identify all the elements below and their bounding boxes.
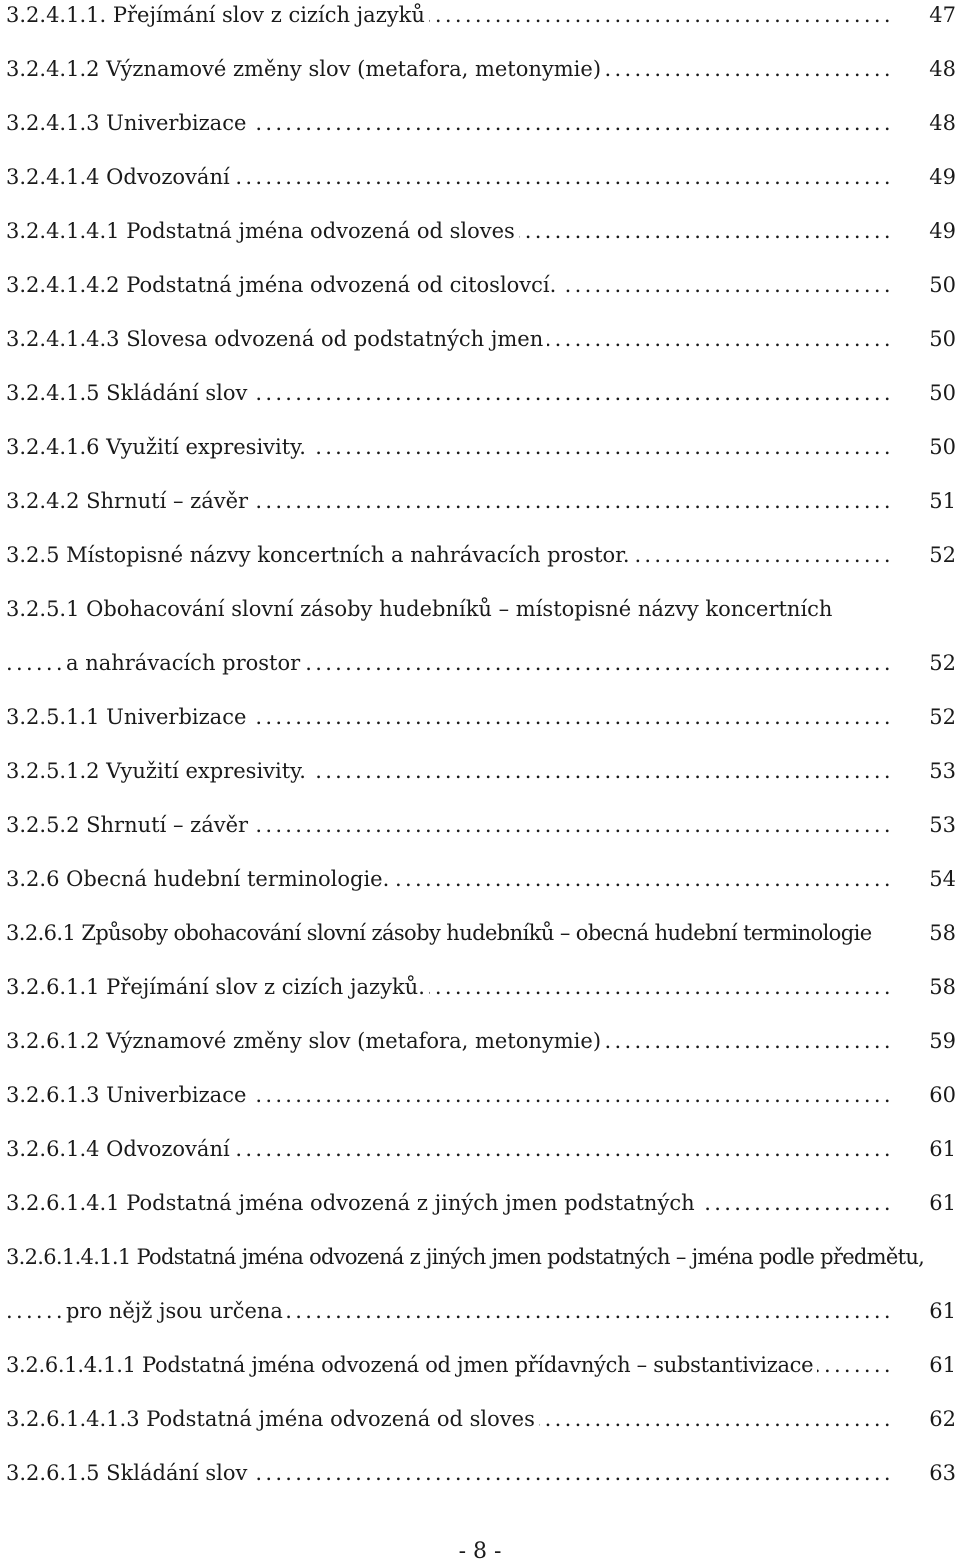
toc-entry <box>6 486 956 516</box>
toc-entry-page: 61 <box>929 1137 956 1161</box>
toc-entry-title: 3.2.4.1.4.2 Podstatná jména odvozená od citoslovcí. <box>6 270 560 300</box>
toc-entry-page: 48 <box>929 111 956 135</box>
toc-entry <box>6 1458 956 1488</box>
toc-entry-page: 50 <box>929 327 956 351</box>
toc-entry-page: 60 <box>929 1083 956 1107</box>
toc-entry-page: 61 <box>929 1299 956 1323</box>
toc-entry-title: 3.2.4.1.4 Odvozování <box>6 162 234 192</box>
toc-entry-title: 3.2.4.1.6 Využití expresivity. <box>6 432 310 462</box>
toc-entry-title: 3.2.5.2 Shrnutí – závěr <box>6 810 252 840</box>
toc-entry-title: 3.2.4.1.4.3 Slovesa odvozená od podstatných jmen <box>6 324 547 354</box>
toc-entry-title: 3.2.4.1.4.1 Podstatná jména odvozená od sloves <box>6 216 519 246</box>
toc-entry-page: 52 <box>929 705 956 729</box>
toc-entry-title: 3.2.6.1.2 Významové změny slov (metafora, metonymie) <box>6 1026 605 1056</box>
toc-entry-page: 49 <box>929 165 956 189</box>
toc-entry <box>6 270 956 300</box>
toc-entry-title: 3.2.6.1.4.1.1 Podstatná jména odvozená z jiných jmen podstatných – jména podle předmětu, <box>6 1242 928 1272</box>
toc-entry <box>6 324 956 354</box>
toc-entry-title: 3.2.4.1.5 Skládání slov <box>6 378 251 408</box>
page-number: - 8 - <box>458 1539 502 1564</box>
toc-entry-title: a nahrávacích prostor <box>66 648 304 678</box>
toc-entry-page: 48 <box>929 57 956 81</box>
toc-entry <box>6 918 956 948</box>
toc-entry-page: 58 <box>929 921 956 945</box>
toc-entry <box>6 162 956 192</box>
toc-entry-title: 3.2.5.1.1 Univerbizace <box>6 702 250 732</box>
toc-entry <box>6 54 956 84</box>
toc-entry <box>6 702 956 732</box>
toc-entry <box>6 432 956 462</box>
toc-entry <box>6 1242 956 1272</box>
toc-entry <box>6 1188 956 1218</box>
toc-entry-page: 49 <box>929 219 956 243</box>
toc-entry-title: 3.2.5 Místopisné názvy koncertních a nahrávacích prostor. <box>6 540 634 570</box>
toc-entry <box>6 1026 956 1056</box>
toc-entry-title: pro nějž jsou určena <box>66 1296 287 1326</box>
toc-entry <box>6 108 956 138</box>
toc-entry-page: 50 <box>929 273 956 297</box>
toc-entry <box>6 1296 956 1326</box>
toc-entry-page: 63 <box>929 1461 956 1485</box>
toc-entry <box>6 216 956 246</box>
toc-entry <box>6 648 956 678</box>
toc-entry <box>6 864 956 894</box>
toc-entry-page: 53 <box>929 813 956 837</box>
toc-entry-title: 3.2.6.1.4.1 Podstatná jména odvozená z jiných jmen podstatných <box>6 1188 699 1218</box>
toc-entry-page: 53 <box>929 759 956 783</box>
toc-entry <box>6 378 956 408</box>
toc-entry-title: 3.2.6.1.4.1.1 Podstatná jména odvozená od jmen přídavných – substantivizace <box>6 1350 817 1380</box>
toc-entry <box>6 756 956 786</box>
toc-entry-title: 3.2.4.1.1. Přejímání slov z cizích jazyků <box>6 0 429 30</box>
toc-entry <box>6 594 956 624</box>
toc-entry <box>6 1350 956 1380</box>
toc-entry <box>6 1080 956 1110</box>
toc-entry <box>6 810 956 840</box>
toc-entry-title: 3.2.6 Obecná hudební terminologie. <box>6 864 393 894</box>
toc-entry-title: 3.2.6.1.1 Přejímání slov z cizích jazyků. <box>6 972 429 1002</box>
toc-entry <box>6 972 956 1002</box>
toc-entry-page: 62 <box>929 1407 956 1431</box>
toc-entry-page: 52 <box>929 543 956 567</box>
toc-entry-page: 52 <box>929 651 956 675</box>
toc-entry-page: 47 <box>929 3 956 27</box>
toc-entry-title: 3.2.5.1.2 Využití expresivity. <box>6 756 310 786</box>
toc-entry <box>6 540 956 570</box>
toc-entry-title: 3.2.6.1 Způsoby obohacování slovní zásoby hudebníků – obecná hudební terminologie <box>6 918 876 948</box>
toc-entry <box>6 0 956 30</box>
toc-entry-title: 3.2.6.1.3 Univerbizace <box>6 1080 250 1110</box>
toc-entry-page: 54 <box>929 867 956 891</box>
toc-entry <box>6 1134 956 1164</box>
toc-entry-title: 3.2.6.1.4 Odvozování <box>6 1134 234 1164</box>
toc-entry-title: 3.2.6.1.5 Skládání slov <box>6 1458 251 1488</box>
toc-entry-page: 59 <box>929 1029 956 1053</box>
toc-entry-page: 50 <box>929 381 956 405</box>
toc-entry-title: 3.2.6.1.4.1.3 Podstatná jména odvozená od sloves <box>6 1404 539 1434</box>
toc-entry-title: 3.2.4.1.2 Významové změny slov (metafora, metonymie) <box>6 54 605 84</box>
toc-entry-page: 50 <box>929 435 956 459</box>
toc-entry-title: 3.2.5.1 Obohacování slovní zásoby hudebníků – místopisné názvy koncertních <box>6 594 836 624</box>
toc-entry <box>6 1404 956 1434</box>
toc-entry-title: 3.2.4.2 Shrnutí – závěr <box>6 486 252 516</box>
toc-entry-page: 61 <box>929 1191 956 1215</box>
toc-entry-page: 58 <box>929 975 956 999</box>
toc-entry-page: 51 <box>929 489 956 513</box>
toc-entry-title: 3.2.4.1.3 Univerbizace <box>6 108 250 138</box>
toc-entry-page: 61 <box>929 1353 956 1377</box>
